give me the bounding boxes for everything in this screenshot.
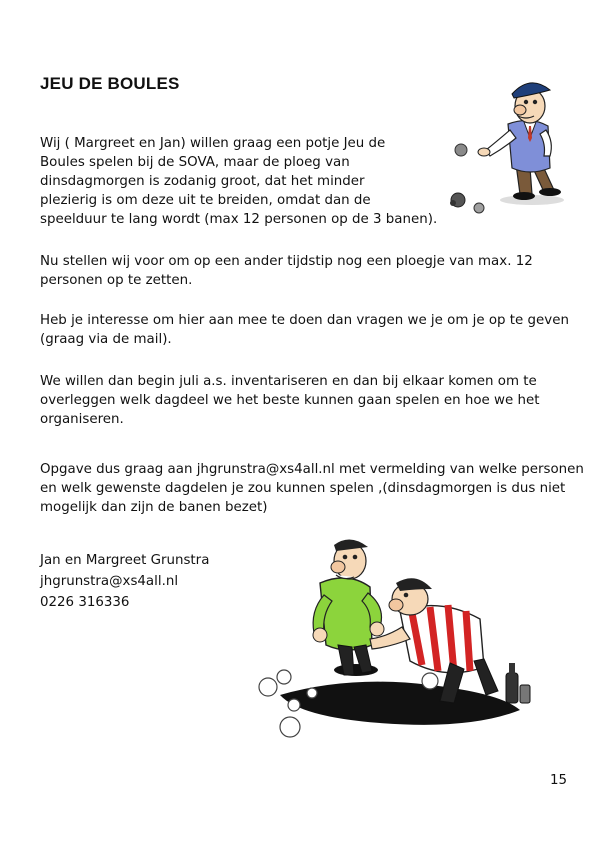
signature-email: jhgrunstra@xs4all.nl [40,574,179,589]
paragraph-proposal [40,252,533,290]
page-number: 15 [550,773,568,788]
text-line: organiseren. [40,412,124,427]
paragraph-intro [40,134,437,229]
page-title: JEU DE BOULES [40,74,180,93]
text-line: plezierig is om deze uit te breiden, omdat dan de [40,193,371,208]
paragraph-interest [40,311,569,349]
signature-name: Jan en Margreet Grunstra [40,553,210,568]
signature-block [40,551,209,612]
text-line: Nu stellen wij voor om op een ander tijdstip nog een ploegje van max. 12 [40,254,533,269]
text-line: overleggen welk dagdeel we het beste kunnen gaan spelen en hoe we het [40,393,540,408]
text-line: Boules spelen bij de SOVA, maar de ploeg van [40,155,350,170]
text-line: Wij ( Margreet en Jan) willen graag een potje Jeu de [40,136,386,151]
paragraph-planning [40,372,539,429]
text-line: en welk gewenste dagdelen je zou kunnen spelen ,(dinsdagmorgen is dus niet [40,481,566,496]
two-players-illustration [240,535,540,745]
text-line: Heb je interesse om hier aan mee te doen dan vragen we je om je op te geven [40,313,569,328]
text-line: mogelijk dan zijn de banen bezet) [40,500,268,515]
text-line: speelduur te lang wordt (max 12 personen op de 3 banen). [40,212,438,227]
text-line: We willen dan begin juli a.s. inventariseren en dan bij elkaar komen om te [40,374,537,389]
text-line: Opgave dus graag aan jhgrunstra@xs4all.nl met vermelding van welke personen [40,462,584,477]
text-line: personen op te zetten. [40,273,193,288]
paragraph-signup [40,460,584,517]
text-line: (graag via de mail). [40,332,172,347]
boules-player-illustration [440,72,570,222]
text-line: dinsdagmorgen is zodanig groot, dat het minder [40,174,365,189]
signature-phone: 0226 316336 [40,595,130,610]
